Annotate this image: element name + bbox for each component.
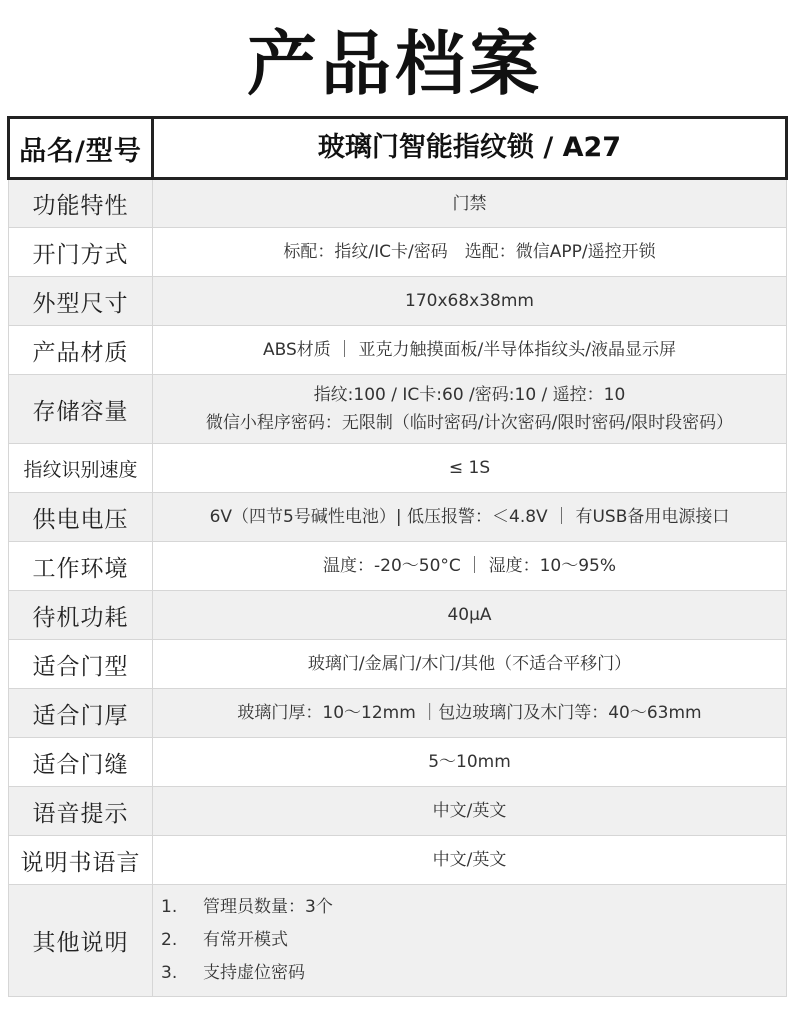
row-value-line: 中文/英文: [432, 801, 507, 821]
row-value-line: 6V（四节5号碱性电池）| 低压报警：＜4.8V ｜ 有USB备用电源接口: [209, 507, 730, 527]
table-row: [9, 591, 787, 640]
notes-label: 其他说明: [9, 885, 153, 997]
row-label: 适合门缝: [9, 738, 153, 787]
row-value-line: 170x68x38mm: [405, 291, 534, 311]
row-label: 待机功耗: [9, 591, 153, 640]
page-title: 产品档案: [247, 23, 543, 105]
row-label: 存储容量: [9, 375, 153, 444]
row-value: [153, 228, 787, 277]
list-item-text: 支持虚位密码: [203, 963, 305, 983]
row-value: [153, 787, 787, 836]
row-label: 说明书语言: [9, 836, 153, 885]
row-value-line: 微信小程序密码：无限制（临时密码/计次密码/限时密码/限时段密码）: [205, 413, 734, 433]
product-name-value: 玻璃门智能指纹锁 / A27: [153, 118, 787, 179]
list-item: [161, 957, 786, 990]
list-item-text: 有常开模式: [203, 930, 288, 950]
table-row: [9, 444, 787, 493]
row-value-line: 40μA: [447, 605, 492, 625]
row-label: 功能特性: [9, 179, 153, 228]
list-item: [161, 924, 786, 957]
row-label: 适合门型: [9, 640, 153, 689]
row-value: [153, 640, 787, 689]
row-value: [153, 444, 787, 493]
row-value: [153, 591, 787, 640]
row-label: 供电电压: [9, 493, 153, 542]
row-value: [153, 836, 787, 885]
product-name-label: 品名/型号: [9, 118, 153, 179]
table-row: [9, 640, 787, 689]
row-value-line: ABS材质 ｜ 亚克力触摸面板/半导体指纹头/液晶显示屏: [262, 340, 677, 360]
table-row: [9, 836, 787, 885]
table-row: [9, 375, 787, 444]
row-label: 外型尺寸: [9, 277, 153, 326]
spec-table: [7, 116, 788, 997]
table-row: [9, 738, 787, 787]
row-label: 工作环境: [9, 542, 153, 591]
row-label: 适合门厚: [9, 689, 153, 738]
row-value-line: 温度：-20～50°C ｜ 湿度：10～95%: [323, 556, 616, 576]
table-row: [9, 326, 787, 375]
row-label: 产品材质: [9, 326, 153, 375]
row-label: 开门方式: [9, 228, 153, 277]
row-value-line: 5～10mm: [428, 752, 511, 772]
list-item-number: 2.: [161, 930, 178, 950]
row-label: 语音提示: [9, 787, 153, 836]
row-value: [153, 542, 787, 591]
row-value: [153, 179, 787, 228]
notes-value: [153, 885, 787, 997]
table-row: [9, 277, 787, 326]
table-row: [9, 787, 787, 836]
row-value-line: 中文/英文: [432, 850, 507, 870]
table-row: [9, 493, 787, 542]
table-header-row: [9, 118, 787, 179]
row-value: [153, 689, 787, 738]
list-item: [161, 891, 786, 924]
table-row: [9, 179, 787, 228]
list-item-number: 1.: [161, 897, 178, 917]
row-value: [153, 326, 787, 375]
table-row: [9, 689, 787, 738]
notes-list: [153, 885, 786, 996]
row-value-line: 玻璃门厚：10～12mm ｜包边玻璃门及木门等：40～63mm: [237, 703, 702, 723]
table-row: [9, 542, 787, 591]
row-value-line: ≤ 1S: [448, 458, 491, 478]
row-value: [153, 738, 787, 787]
table-row: [9, 228, 787, 277]
row-value-line: 标配：指纹/IC卡/密码 选配：微信APP/遥控开锁: [283, 242, 656, 262]
row-value-line: 门禁: [452, 193, 487, 214]
notes-row: [9, 885, 787, 997]
row-value: [153, 375, 787, 444]
list-item-text: 管理员数量：3个: [203, 897, 333, 917]
row-value-line: 玻璃门/金属门/木门/其他（不适合平移门）: [307, 654, 632, 674]
row-value: [153, 493, 787, 542]
row-value-line: 指纹:100 / IC卡:60 /密码:10 / 遥控：10: [313, 385, 626, 405]
row-value: [153, 277, 787, 326]
list-item-number: 3.: [161, 963, 178, 983]
row-label: 指纹识别速度: [9, 444, 153, 493]
